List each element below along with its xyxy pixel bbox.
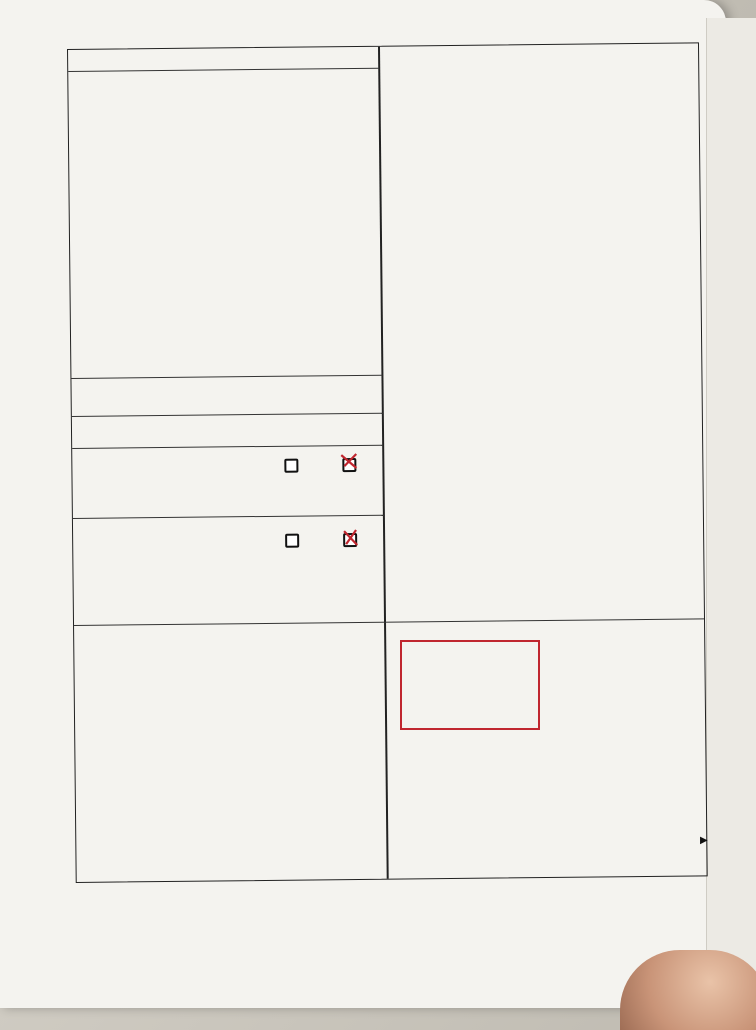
checkmark-icon [338, 451, 360, 473]
left-header-row [68, 47, 379, 72]
right-header-row [379, 43, 699, 76]
next-page-edge [706, 18, 756, 1018]
service-form [67, 42, 708, 883]
checkmark-icon [340, 527, 362, 549]
km-row [71, 376, 382, 417]
reparatur-ja-checkbox[interactable] [284, 459, 298, 473]
note-text [77, 596, 277, 598]
kunden-row [73, 516, 385, 625]
mobility-stamp [400, 640, 540, 730]
rechnung-row [72, 414, 383, 449]
reparatur-row [72, 446, 384, 519]
next-arrow-icon: ▶ [700, 835, 708, 846]
datum-row [71, 338, 382, 379]
kunden-ja-checkbox[interactable] [285, 534, 299, 548]
bottom-section [74, 618, 707, 883]
